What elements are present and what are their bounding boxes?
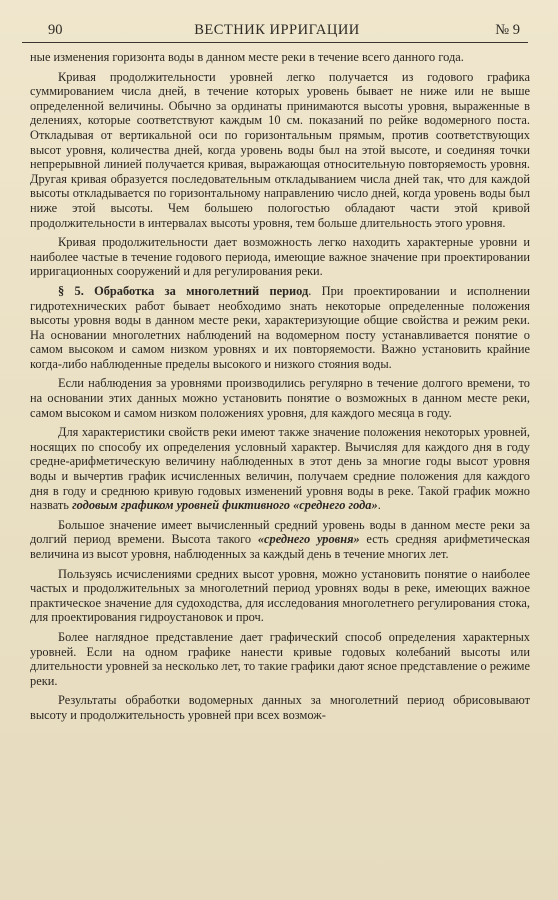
paragraph-text: Кривая продолжительности уровней легко получается из годового графика суммированием числа дней, в течение которых уровень бывает не ниже или не выше определенной величины. Обычно за ординаты принимаются высоты уровня, выраженные в делениях, которые соответствуют каждым 10 см. показаний по рейке водомерного поста. Откладывая от вертикальной оси по горизонтальным прямым, против соответствующих высот уровня, количества дней, когда уровень воды был на этой высоте, и соединяя точки непрерывной линией получается кривая, выражающая относительную повторяемость уровня. Другая кривая образуется последовательным откладыванием числа дней так, что для каждой высоты откладывается по горизонтальному направлению число дней, когда уровень воды был ниже этой высоты. Чем большею пологостью обладают части этой кривой продолжительности в интервалах высоты уровня, тем больше длительность этого уровня. [30, 69, 530, 230]
paragraph-text: есть средняя арифметическая величина из высот уровня, наблюденных за каждый день в течение многих лет. [30, 532, 530, 561]
paragraph-text: Результаты обработки водомерных данных за многолетний период обрисовывают высоту и продолжительность уровней при всех возмож- [30, 693, 530, 722]
paragraph-long-observations [30, 376, 530, 420]
emphasis-term: «среднего уровня» [257, 532, 360, 547]
paragraph-text: Более наглядное представление дает графический способ определения характерных уровней. Если на одном графике нанести кривые годовых колебаний высоты или длительности уровней за несколько лет, то такие графики дают ясное представление о режиме реки. [30, 629, 530, 688]
paragraph-results [30, 693, 530, 722]
paragraph-characteristic-levels [30, 235, 530, 279]
paragraph-text: Пользуясь исчислениями средних высот уровня, можно установить понятие о наиболее частых и продолжительных за многолетний период уровнях воды в реке, имеющих важное практическое значение для судоходства, для исследования многолетнего регулирования стока, для проектирования гидроустановок и проч. [30, 566, 530, 625]
article-body [30, 50, 530, 728]
header-rule [22, 42, 528, 43]
paragraph-continued [30, 50, 530, 65]
paragraph-graphical-method [30, 630, 530, 688]
paragraph-text: . При проектировании и исполнении гидротехнических работ бывает необходимо знать некоторые определенные положения высоты уровня воды в данном месте реки, характеризующие общие свойства и режим реки. На основании многолетних наблюдений на водомерном посту устанавливается понятие о самом высоком и самом низком уровнях и их повторяемости. Важно установить крайние когда-либо наблюденные пределы высокого и низкого стояния воды. [30, 283, 530, 371]
paragraph-mean-level [30, 518, 530, 562]
paragraph-text: ные изменения горизонта воды в данном месте реки в течение всего данного года. [30, 50, 464, 64]
section-heading: § 5. Обработка за многолетний период [58, 283, 309, 298]
paragraph-text: Для характеристики свойств реки имеют также значение положения некоторых уровней, носящих по способу их определения условный характер. Вычисляя для каждого дня в году средне-арифметическую величину наблюденных в этот день за многие годы высот уровня воды и вычертив график исчисленных величин, получаем средние положения для каждого дня в году и среднюю кривую годовых изменений уровня воды в реке. Такой график можно назвать [30, 425, 530, 513]
paragraph-duration-curve [30, 70, 530, 231]
paragraph-text: Кривая продолжительности дает возможность легко находить характерные уровни и наиболее частые в течение годового периода, имеющие важное значение при проектировании ирригационных сооружений и для регулирования реки. [30, 235, 530, 279]
paragraph-conditional-levels [30, 425, 530, 513]
paragraph-text: . [377, 498, 381, 513]
journal-title: ВЕСТНИК ИРРИГАЦИИ [194, 22, 360, 38]
running-header [28, 18, 526, 40]
paragraph-frequent-levels [30, 567, 530, 625]
paragraph-text: Если наблюдения за уровнями производились регулярно в течение долгого времени, то на основании этих данных можно установить понятие о возможных в данном месте реки, самом высоком и самом низком положениях уровня, для каждого месяца в году. [30, 376, 530, 420]
issue-number: № 9 [495, 22, 520, 38]
emphasis-term: годовым графиком уровней фиктивного «среднего года» [72, 498, 378, 513]
page-number: 90 [48, 22, 63, 38]
paragraph-text: Большое значение имеет вычисленный средний уровень воды в данном месте реки за долгий период времени. Высота такого [30, 517, 530, 547]
paragraph-section-5 [30, 284, 530, 372]
